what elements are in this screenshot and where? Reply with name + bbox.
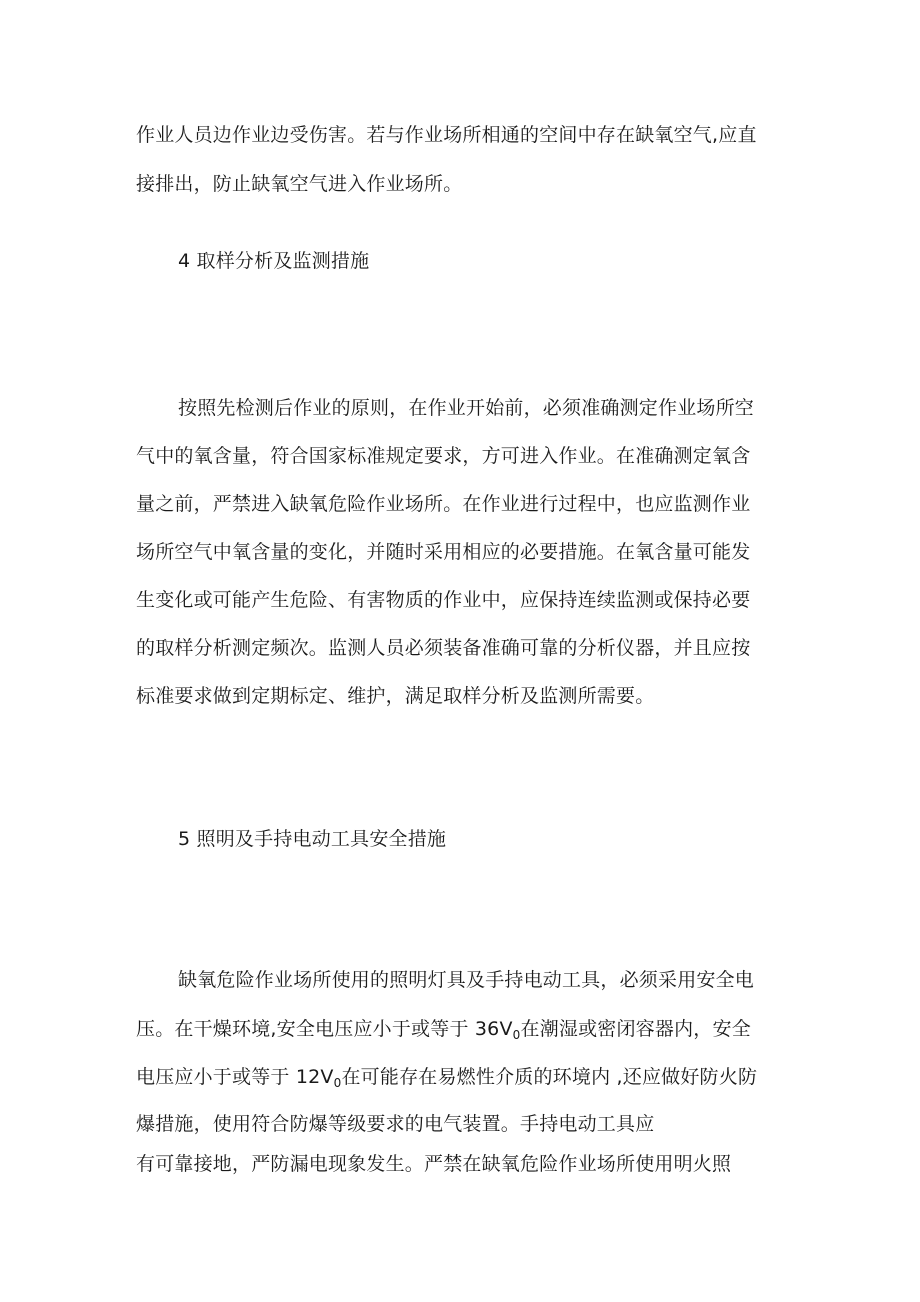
para-intro-line-1: 作业人员边作业边受伤害。若与作业场所相通的空间中存在缺氧空气,应直	[136, 124, 757, 146]
section-5-line-3	[136, 1064, 786, 1096]
section-4-line-2: 气中的氧含量，符合国家标准规定要求，方可进入作业。在准确测定氧含	[136, 445, 751, 467]
section-4-line-7: 标准要求做到定期标定、维护，满足取样分析及监测所需要。	[136, 685, 655, 707]
section-4-line-1: 按照先检测后作业的原则，在作业开始前，必须准确测定作业场所空	[178, 397, 755, 419]
section-5-line-2-a: 压。在干燥环境,安全电压应小于或等于 36V	[136, 1018, 513, 1040]
section-5-line-2-b: 在潮湿或密闭容器内，安全	[520, 1018, 751, 1040]
section-5-line-2	[136, 1016, 786, 1048]
section-5-heading: 5 照明及手持电动工具安全措施	[178, 828, 447, 850]
section-4-line-3: 量之前，严禁进入缺氧危险作业场所。在作业进行过程中，也应监测作业	[136, 493, 751, 515]
section-4-heading: 4 取样分析及监测措施	[178, 250, 370, 272]
section-4-line-6: 的取样分析测定频次。监测人员必须装备准确可靠的分析仪器，并且应按	[136, 637, 751, 659]
para-intro-line-2: 接排出，防止缺氧空气进入作业场所。	[136, 173, 463, 195]
section-5-line-1: 缺氧危险作业场所使用的照明灯具及手持电动工具，必须采用安全电	[178, 969, 755, 991]
section-5-line-4: 爆措施，使用符合防爆等级要求的电气装置。手持电动工具应	[136, 1113, 655, 1135]
section-4-line-5: 生变化或可能产生危险、有害物质的作业中，应保持连续监测或保持必要	[136, 589, 751, 611]
section-4-line-4: 场所空气中氧含量的变化，并随时采用相应的必要措施。在氧含量可能发	[136, 541, 751, 563]
section-5-line-2-sub: 0	[512, 1028, 521, 1042]
section-5-line-3-sub: 0	[333, 1076, 342, 1090]
section-5-line-5: 有可靠接地，严防漏电现象发生。严禁在缺氧危险作业场所使用明火照	[136, 1153, 732, 1175]
section-5-line-3-a: 电压应小于或等于 12V	[136, 1066, 334, 1088]
section-5-line-3-b: 在可能存在易燃性介质的环境内 ,还应做好防火防	[341, 1066, 758, 1088]
